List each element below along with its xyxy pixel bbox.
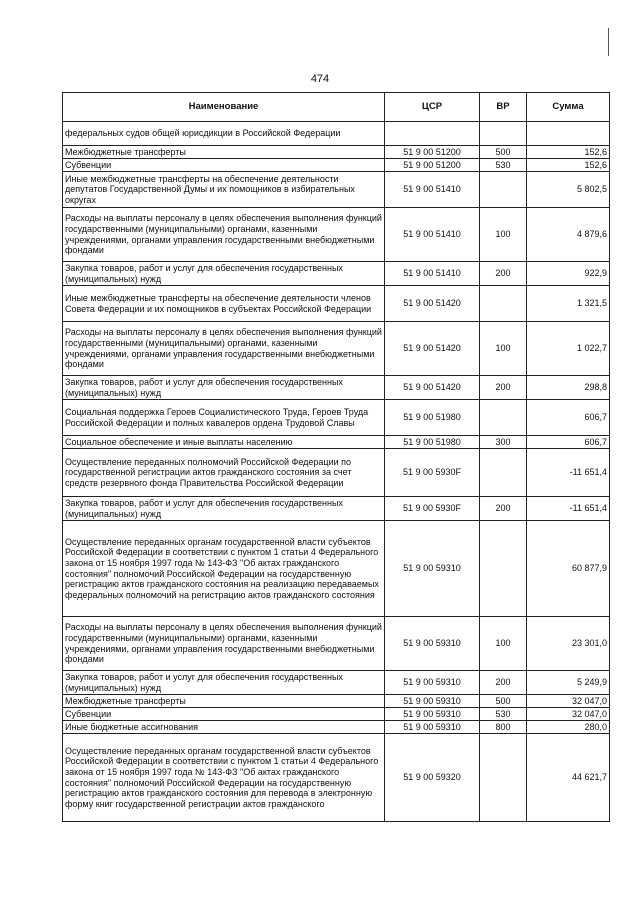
cell-sum: 280,0 [527,721,610,734]
cell-vr: 500 [480,146,527,159]
table-row [63,671,610,695]
cell-sum: 23 301,0 [527,617,610,671]
cell-vr: 200 [480,376,527,400]
column-header-vr: ВР [480,93,527,122]
cell-csr: 51 9 00 51200 [385,146,480,159]
cell-vr: 100 [480,208,527,262]
cell-csr: 51 9 00 51980 [385,400,480,436]
table-row [63,734,610,822]
cell-name: Иные бюджетные ассигнования [63,721,385,734]
cell-name: Осуществление переданных органам государственной власти субъектов Российской Федерации в соответствии с пунктом 1 статьи 4 Федерального закона от 15 ноября 1997 года № 143-ФЗ "Об актах гражданского состояния" полномочий Российской Федерации на государственную регистрацию актов гражданского состояния на реализацию передаваемых федеральных полномочий на регистрацию актов гражданского состояния [63,521,385,617]
table-row [63,322,610,376]
table-row [63,521,610,617]
cell-csr [385,122,480,146]
cell-name: Осуществление переданных полномочий Российской Федерации по государственной регистрации актов гражданского состояния за счет средств резервного фонда Правительства Российской Федерации [63,449,385,497]
cell-csr: 51 9 00 51410 [385,262,480,286]
cell-vr: 530 [480,159,527,172]
cell-sum: 298,8 [527,376,610,400]
table-row [63,172,610,208]
cell-name: Межбюджетные трансферты [63,146,385,159]
cell-vr: 300 [480,436,527,449]
cell-csr: 51 9 00 59310 [385,721,480,734]
cell-csr: 51 9 00 51420 [385,376,480,400]
cell-sum: 32 047,0 [527,708,610,721]
cell-name: Закупка товаров, работ и услуг для обеспечения государственных (муниципальных) нужд [63,671,385,695]
cell-sum: 152,6 [527,146,610,159]
table-row [63,262,610,286]
cell-name: Субвенции [63,708,385,721]
table-row [63,721,610,734]
cell-name: федеральных судов общей юрисдикции в Российской Федерации [63,122,385,146]
cell-csr: 51 9 00 59320 [385,734,480,822]
table-row [63,286,610,322]
cell-sum: 606,7 [527,400,610,436]
cell-csr: 51 9 00 51420 [385,322,480,376]
cell-csr: 51 9 00 51420 [385,286,480,322]
cell-csr: 51 9 00 51200 [385,159,480,172]
column-header-csr: ЦСР [385,93,480,122]
cell-csr: 51 9 00 59310 [385,617,480,671]
cell-vr: 200 [480,671,527,695]
scan-margin-mark [608,28,609,56]
table-row [63,708,610,721]
table-row [63,436,610,449]
table-row [63,400,610,436]
cell-sum: 44 621,7 [527,734,610,822]
table-row [63,617,610,671]
column-header-sum: Сумма [527,93,610,122]
cell-sum: -11 651,4 [527,449,610,497]
cell-name: Социальная поддержка Героев Социалистического Труда, Героев Труда Российской Федерации и полных кавалеров ордена Трудовой Славы [63,400,385,436]
cell-csr: 51 9 00 59310 [385,521,480,617]
cell-sum: 152,6 [527,159,610,172]
cell-vr: 800 [480,721,527,734]
cell-vr: 200 [480,262,527,286]
table-row [63,122,610,146]
cell-sum: 5 802,5 [527,172,610,208]
table-row [63,695,610,708]
page-number: 474 [310,73,330,85]
cell-csr: 51 9 00 59310 [385,708,480,721]
cell-vr [480,521,527,617]
cell-vr [480,734,527,822]
cell-name: Иные межбюджетные трансферты на обеспечение деятельности депутатов Государственной Думы и их помощников в избирательных округах [63,172,385,208]
cell-csr: 51 9 00 51410 [385,172,480,208]
cell-sum: 922,9 [527,262,610,286]
cell-vr [480,122,527,146]
cell-sum: 60 877,9 [527,521,610,617]
cell-vr: 100 [480,617,527,671]
cell-sum: 32 047,0 [527,695,610,708]
cell-name: Социальное обеспечение и иные выплаты населению [63,436,385,449]
cell-vr [480,449,527,497]
cell-name: Межбюджетные трансферты [63,695,385,708]
cell-name: Расходы на выплаты персоналу в целях обеспечения выполнения функций государственными (муниципальными) органами, казенными учреждениями, органами управления государственными внебюджетными фондами [63,208,385,262]
cell-vr: 500 [480,695,527,708]
budget-table [62,92,610,822]
cell-vr [480,286,527,322]
cell-sum [527,122,610,146]
cell-csr: 51 9 00 59310 [385,695,480,708]
cell-csr: 51 9 00 51410 [385,208,480,262]
cell-sum: 606,7 [527,436,610,449]
cell-csr: 51 9 00 51980 [385,436,480,449]
cell-vr [480,400,527,436]
cell-vr: 530 [480,708,527,721]
cell-sum: -11 651,4 [527,497,610,521]
table-row [63,146,610,159]
cell-csr: 51 9 00 5930F [385,497,480,521]
table-header-row [63,93,610,122]
cell-sum: 1 022,7 [527,322,610,376]
table-row [63,159,610,172]
cell-name: Расходы на выплаты персоналу в целях обеспечения выполнения функций государственными (муниципальными) органами, казенными учреждениями, органами управления государственными внебюджетными фондами [63,322,385,376]
cell-sum: 5 249,9 [527,671,610,695]
cell-sum: 1 321,5 [527,286,610,322]
cell-vr: 200 [480,497,527,521]
cell-csr: 51 9 00 59310 [385,671,480,695]
table-row [63,449,610,497]
table-row [63,376,610,400]
cell-name: Субвенции [63,159,385,172]
table-row [63,208,610,262]
cell-name: Расходы на выплаты персоналу в целях обеспечения выполнения функций государственными (муниципальными) органами, казенными учреждениями, органами управления государственными внебюджетными фондами [63,617,385,671]
column-header-name: Наименование [63,93,385,122]
cell-name: Иные межбюджетные трансферты на обеспечение деятельности членов Совета Федерации и их помощников в субъектах Российской Федерации [63,286,385,322]
cell-csr: 51 9 00 5930F [385,449,480,497]
table-row [63,497,610,521]
cell-vr [480,172,527,208]
cell-name: Осуществление переданных органам государственной власти субъектов Российской Федерации в соответствии с пунктом 1 статьи 4 Федерального закона от 15 ноября 1997 года № 143-ФЗ "Об актах гражданского состояния" полномочий Российской Федерации на государственную регистрацию актов гражданского состояния для перевода в электронную форму книг государственной регистрации актов гражданского [63,734,385,822]
cell-name: Закупка товаров, работ и услуг для обеспечения государственных (муниципальных) нужд [63,262,385,286]
cell-vr: 100 [480,322,527,376]
cell-name: Закупка товаров, работ и услуг для обеспечения государственных (муниципальных) нужд [63,376,385,400]
cell-name: Закупка товаров, работ и услуг для обеспечения государственных (муниципальных) нужд [63,497,385,521]
cell-sum: 4 879,6 [527,208,610,262]
